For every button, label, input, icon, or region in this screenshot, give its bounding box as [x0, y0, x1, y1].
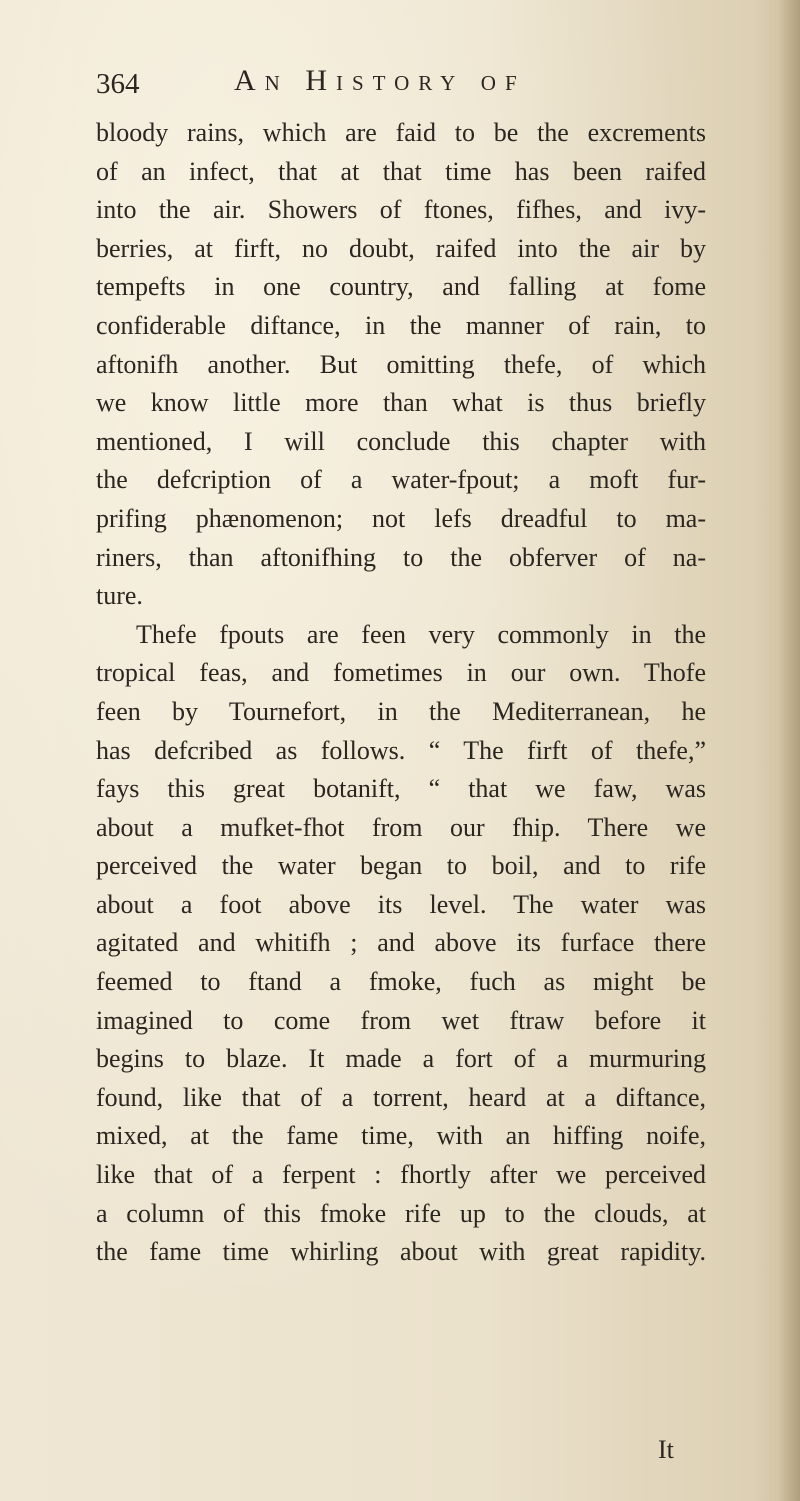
text-line: tropical feas, and fometimes in our own. Thofe [96, 658, 706, 688]
text-line: perceived the water began to boil, and to rife [96, 851, 706, 881]
body-text [96, 114, 706, 1272]
text-line: bloody rains, which are faid to be the excrements [96, 118, 706, 147]
text-line: confiderable diftance, in the manner of rain, to [96, 310, 706, 340]
text-line: found, like that of a torrent, heard at a diftance, [96, 1082, 706, 1112]
text-line: Thefe fpouts are feen very commonly in the [136, 619, 706, 649]
text-line: fays this great botanift, “ that we faw, was [96, 774, 706, 804]
text-line: of an infect, that at that time has been raifed [96, 156, 706, 186]
text-line: ture. [96, 581, 143, 611]
running-head: An History of [234, 64, 526, 97]
text-line: like that of a ferpent : fhortly after we perceived [96, 1160, 706, 1190]
text-line: the fame time whirling about with great rapidity. [96, 1237, 706, 1267]
text-line: mentioned, I will conclude this chapter with [96, 426, 706, 456]
page-header [96, 64, 716, 104]
paragraph-1 [96, 114, 706, 616]
text-line: we know little more than what is thus briefly [96, 388, 706, 418]
text-line: into the air. Showers of ftones, fifhes, and ivy- [96, 195, 706, 225]
text-line: begins to blaze. It made a fort of a murmuring [96, 1044, 706, 1074]
text-line: a column of this fmoke rife up to the clouds, at [96, 1198, 706, 1228]
paragraph-2 [96, 616, 706, 1272]
text-line: riners, than aftonifhing to the obferver of na- [96, 542, 706, 572]
text-line: about a mufket-fhot from our fhip. There we [96, 812, 706, 842]
text-line: imagined to come from wet ftraw before it [96, 1005, 706, 1035]
text-line: about a foot above its level. The water was [96, 889, 706, 919]
text-line: the defcription of a water-fpout; a moft fur- [96, 465, 706, 495]
text-line: prifing phænomenon; not lefs dreadful to ma- [96, 503, 706, 533]
text-line: agitated and whitifh ; and above its furface there [96, 928, 706, 958]
text-line: tempefts in one country, and falling at fome [96, 272, 706, 302]
page-edge-shadow [778, 0, 800, 1501]
text-line: feen by Tournefort, in the Mediterranean, he [96, 696, 706, 726]
text-line: mixed, at the fame time, with an hiffing noife, [96, 1121, 706, 1151]
text-line: has defcribed as follows. “ The firft of thefe,” [96, 735, 706, 765]
page-number: 364 [96, 68, 140, 100]
text-line: feemed to ftand a fmoke, fuch as might be [96, 967, 706, 997]
text-line: aftonifh another. But omitting thefe, of which [96, 349, 706, 379]
text-line: berries, at firft, no doubt, raifed into the air by [96, 233, 706, 263]
catchword: It [658, 1435, 674, 1464]
